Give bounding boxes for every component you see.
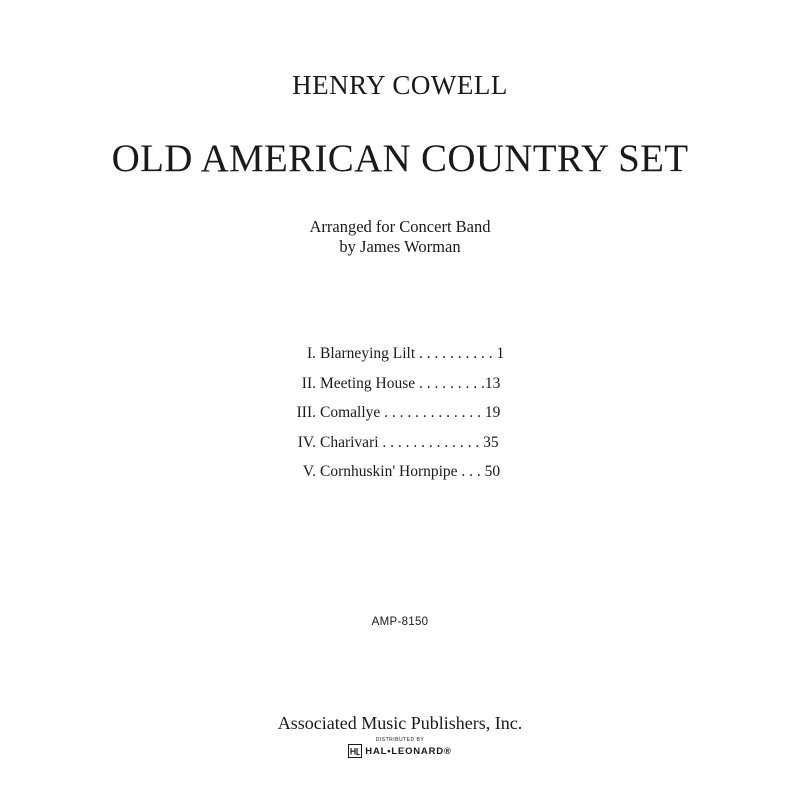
toc-title: Blarneying Lilt . . . . . . . . . . 1 [320, 345, 505, 362]
distributor-logo-group [348, 744, 451, 758]
toc-entry [280, 404, 540, 434]
toc-entry [280, 434, 540, 464]
hal-leonard-logo-icon [348, 744, 362, 758]
toc-title: Charivari . . . . . . . . . . . . . 35 [320, 433, 499, 451]
toc-number: IV. [297, 433, 316, 451]
composer-name: HENRY COWELL [292, 70, 508, 100]
arranger-line: by James Worman [339, 237, 461, 256]
arrangement-line: Arranged for Concert Band [309, 217, 491, 236]
distributed-by-label: DISTRIBUTED BY [375, 737, 425, 743]
distributor-logo [0, 744, 800, 758]
toc-number: III. [296, 404, 316, 421]
toc-number: II. [301, 374, 316, 392]
toc-number: I. [306, 345, 316, 362]
table-of-contents [280, 345, 540, 493]
publisher-name: Associated Music Publishers, Inc. [277, 713, 523, 733]
toc-number: V. [302, 463, 316, 480]
toc-title: Meeting House . . . . . . . . .13 [320, 374, 501, 392]
toc-entry [280, 463, 540, 493]
toc-title: Comallye . . . . . . . . . . . . . 19 [320, 404, 501, 421]
catalog-number: AMP-8150 [371, 616, 429, 628]
toc-entry [280, 345, 540, 375]
toc-entry [280, 375, 540, 405]
work-title: OLD AMERICAN COUNTRY SET [111, 137, 689, 180]
arrangement-credit [0, 217, 800, 257]
distributor-logo-text: HAL•LEONARD® [365, 745, 452, 757]
toc-title: Cornhuskin' Hornpipe . . . 50 [320, 463, 501, 480]
